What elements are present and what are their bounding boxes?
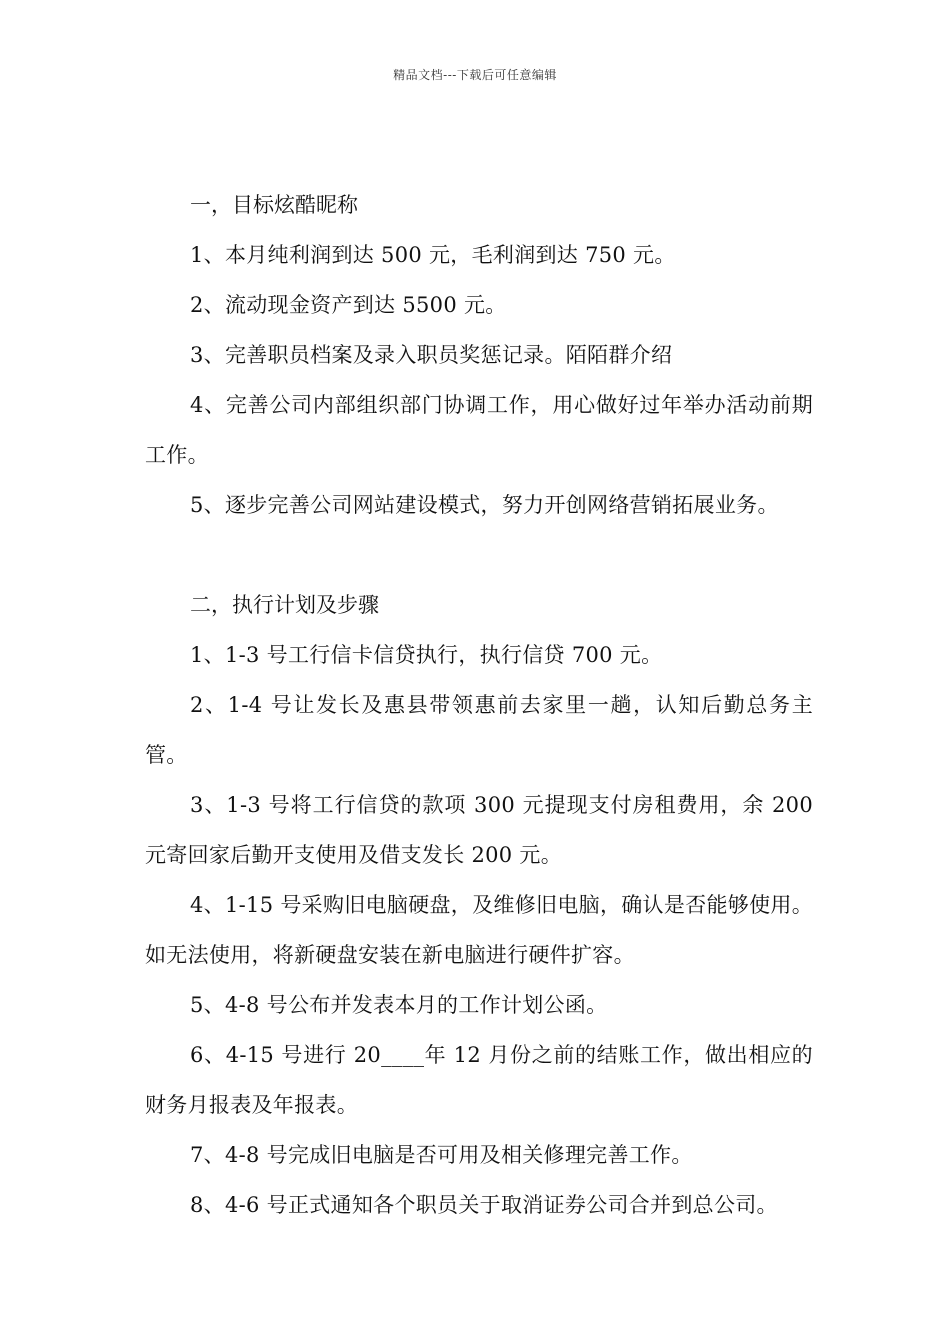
section-title-plan: 二，执行计划及步骤: [190, 593, 379, 617]
plan-item-8: 8、4-6 号正式通知各个职员关于取消证券公司合并到总公司。: [190, 1193, 778, 1217]
goal-item-5: 5、逐步完善公司网站建设模式，努力开创网络营销拓展业务。: [190, 493, 779, 517]
goal-item-2: 2、流动现金资产到达 5500 元。: [190, 293, 507, 317]
plan-item-4: 4、1-15 号采购旧电脑硬盘，及维修旧电脑，确认是否能够使用。如无法使用，将新硬盘安装在新电脑进行硬件扩容。: [145, 893, 813, 967]
plan-item-5: 5、4-8 号公布并发表本月的工作计划公函。: [190, 993, 608, 1017]
goal-item-4: 4、完善公司内部组织部门协调工作，用心做好过年举办活动前期工作。: [145, 393, 813, 467]
plan-item-1: 1、1-3 号工行信卡信贷执行，执行信贷 700 元。: [190, 643, 663, 667]
section-spacer: [145, 530, 813, 580]
plan-item-7: 7、4-8 号完成旧电脑是否可用及相关修理完善工作。: [190, 1143, 693, 1167]
plan-item-3: 3、1-3 号将工行信贷的款项 300 元提现支付房租费用，余 200 元寄回家后勤开支使用及借支发长 200 元。: [145, 793, 813, 867]
page-header: 精品文档---下载后可任意编辑: [393, 68, 557, 82]
plan-item-6: 6、4-15 号进行 20____年 12 月份之前的结账工作，做出相应的财务月报表及年报表。: [145, 1043, 813, 1117]
document-body: [145, 180, 813, 1230]
goal-item-3: 3、完善职员档案及录入职员奖惩记录。陌陌群介绍: [190, 343, 673, 367]
goal-item-1: 1、本月纯利润到达 500 元，毛利润到达 750 元。: [190, 243, 676, 267]
plan-item-2: 2、1-4 号让发长及惠县带领惠前去家里一趟，认知后勤总务主管。: [145, 693, 813, 767]
section-title-goals: 一，目标炫酷昵称: [190, 193, 358, 217]
